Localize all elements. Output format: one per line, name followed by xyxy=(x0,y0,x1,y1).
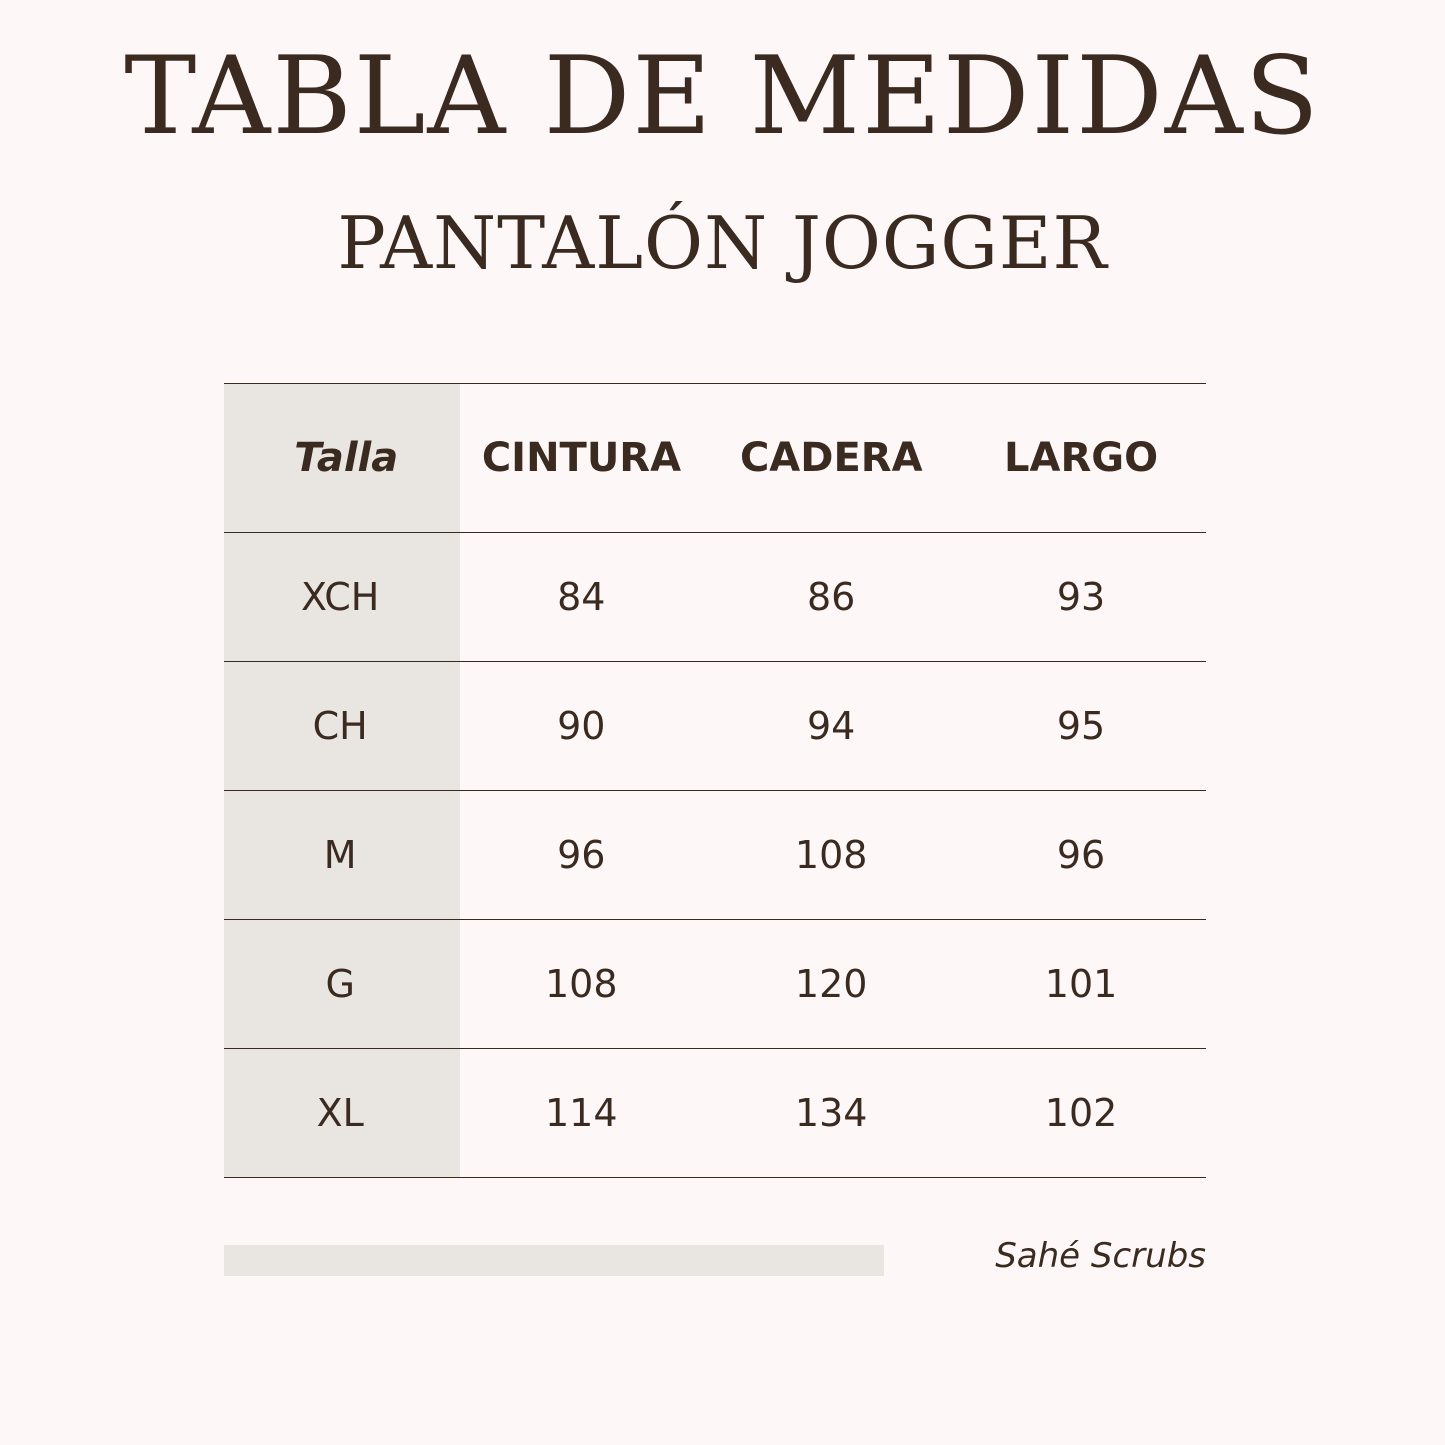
cintura-cell: 84 xyxy=(557,575,606,619)
brand-name: Sahé Scrubs xyxy=(995,1236,1206,1276)
size-cell: M xyxy=(323,833,357,877)
cadera-cell: 94 xyxy=(806,704,856,748)
size-table xyxy=(224,383,1206,1178)
table-row xyxy=(224,919,1206,1048)
cadera-cell: 108 xyxy=(794,833,868,877)
table-header-row xyxy=(224,383,1206,532)
size-cell: XL xyxy=(316,1091,364,1135)
table-row xyxy=(224,1048,1206,1178)
largo-cell: 102 xyxy=(1044,1091,1118,1135)
cadera-cell: 120 xyxy=(794,962,868,1006)
page-subtitle: PANTALÓN JOGGER xyxy=(337,201,1108,285)
table-row xyxy=(224,790,1206,919)
cintura-cell: 114 xyxy=(545,1091,618,1135)
size-cell: CH xyxy=(312,704,368,748)
largo-cell: 93 xyxy=(1056,575,1106,619)
header-cadera: CADERA xyxy=(739,435,923,481)
table-row xyxy=(224,661,1206,790)
header-talla: Talla xyxy=(294,435,399,481)
cintura-cell: 96 xyxy=(557,833,606,877)
header-largo: LARGO xyxy=(1004,435,1159,481)
header-cintura: CINTURA xyxy=(481,435,682,481)
footer-decorative-bar xyxy=(224,1245,884,1276)
largo-cell: 101 xyxy=(1044,962,1118,1006)
size-cell: G xyxy=(325,962,355,1006)
cintura-cell: 90 xyxy=(557,704,606,748)
table-row xyxy=(224,532,1206,661)
size-cell: XCH xyxy=(300,575,380,619)
largo-cell: 95 xyxy=(1056,704,1106,748)
largo-cell: 96 xyxy=(1056,833,1106,877)
cintura-cell: 108 xyxy=(545,962,618,1006)
cadera-cell: 134 xyxy=(794,1091,868,1135)
cadera-cell: 86 xyxy=(806,575,856,619)
page-title: TABLA DE MEDIDAS xyxy=(124,34,1321,159)
